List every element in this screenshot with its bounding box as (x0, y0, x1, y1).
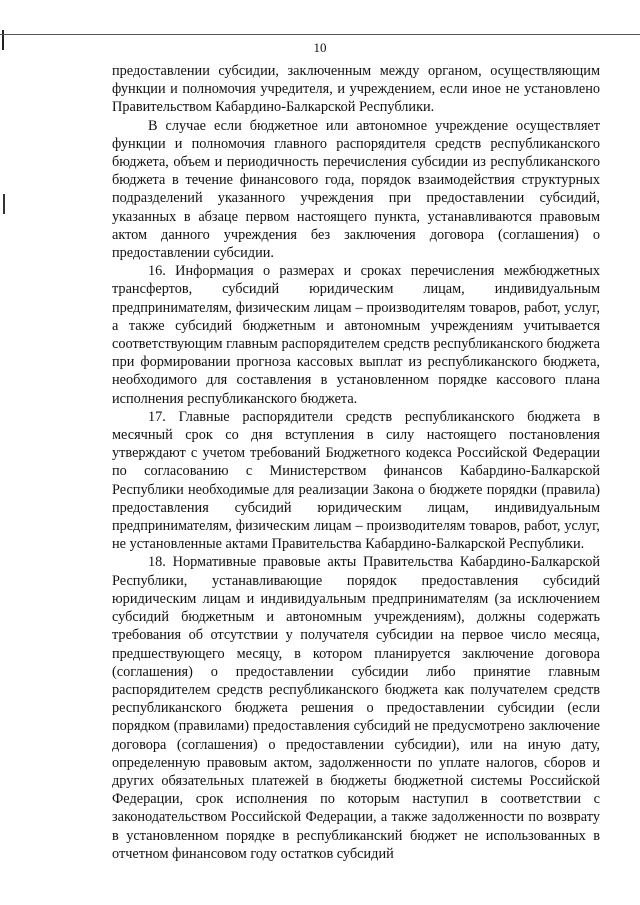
paragraph-continuation: предоставлении субсидии, заключенным между органом, осуществляющим функции и полномочия учредителя, и учреждением, если иное не установлено Правительством Кабардино-Балкарской Республики. (112, 63, 600, 116)
paragraph-budget-institution: В случае если бюджетное или автономное учреждение осуществляет функции и полномочия главного распорядителя средств республиканского бюджета, объем и периодичность перечисления субсидии из республиканского бюджета в течение финансового года, порядок взаимодействия структурных подразделений указанного учреждения при предоставлении субсидий, указанных в абзаце первом настоящего пункта, устанавливаются правовым актом данного учреждения без заключения договора (соглашения) о предоставлении субсидии. (112, 117, 600, 262)
scan-margin-mark (3, 194, 5, 214)
page-number: 10 (313, 40, 327, 55)
scan-top-line (0, 34, 640, 35)
document-body (112, 62, 600, 863)
paragraph-16: 16. Информация о размерах и сроках перечисления межбюджетных трансфертов, субсидий юридическим лицам, индивидуальным предпринимателям, физическим лицам – производителям товаров, работ, услуг, а также субсидий бюджетным и автономным учреждениям учитывается соответствующим главным распорядителем средств республиканского бюджета при формировании прогноза кассовых выплат из республиканского бюджета, необходимого для составления в установленном порядке кассового плана исполнения республиканского бюджета. (112, 263, 600, 407)
paragraph-17: 17. Главные распорядители средств республиканского бюджета в месячный срок со дня вступления в силу настоящего постановления утверждают с учетом требований Бюджетного кодекса Российской Федерации по согласованию с Министерством финансов Кабардино-Балкарской Республики необходимые для реализации Закона о бюджете порядки (правила) предоставления субсидий юридическим лицам, индивидуальным предпринимателям, физическим лицам – производителям товаров, работ, услуг, не установленные актами Правительства Кабардино-Балкарской Республики. (112, 408, 600, 553)
paragraph-18: 18. Нормативные правовые акты Правительства Кабардино-Балкарской Республики, устанавливающие порядок предоставления субсидий юридическим лицам и индивидуальным предпринимателям (за исключением субсидий бюджетным и автономным учреждениям), должны содержать требования об отсутствии у получателя субсидии на первое число месяца, предшествующего месяцу, в котором планируется заключение договора (соглашения) о предоставлении субсидии либо принятие главным распорядителем средств республиканского бюджета как получателем средств республиканского бюджета решения о предоставлении субсидии (если порядком (правилами) предоставления субсидий не предусмотрено заключение договора (соглашения) о предоставлении субсидии), или на иную дату, определенную правовым актом, задолженности по уплате налогов, сборов и других обязательных платежей в бюджеты бюджетной системы Российской Федерации, срок исполнения по которым наступил в соответствии с законодательством Российской Федерации, а также задолженности по возврату в установленном порядке в республиканский бюджет не использованных в отчетном финансовом году остатков субсидий (112, 554, 600, 862)
